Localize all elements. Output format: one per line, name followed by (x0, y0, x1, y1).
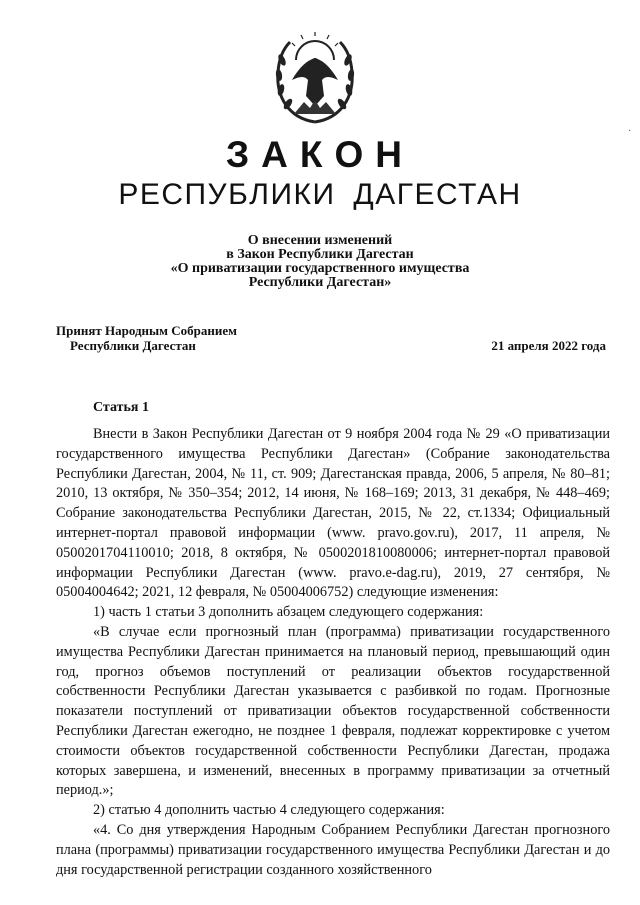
document-title: ЗАКОН (226, 134, 414, 175)
article-body (56, 425, 610, 880)
subject-line: «О приватизации государственного имущества (170, 261, 470, 276)
adoption-line: Принят Народным Собранием (56, 323, 238, 338)
subject-line: в Закон Республики Дагестан (226, 247, 414, 262)
article-paragraph: 1) часть 1 статьи 3 дополнить абзацем следующего содержания: (93, 604, 484, 621)
margin-mark: · (628, 126, 632, 137)
adoption-date: 21 апреля 2022 года (491, 338, 606, 353)
subject-line: О внесении изменений (247, 233, 393, 248)
article-heading: Статья 1 (93, 400, 149, 415)
article-paragraph: «4. Со дня утверждения Народным Собранием Республики Дагестан прогнозного плана (программы) приватизации государственного имущества Республики Дагестан и до дня государственной регистрации созданного хозяйственного (56, 821, 610, 878)
subject-line: Республики Дагестан» (248, 275, 392, 290)
article-paragraph: «В случае если прогнозный план (программа) приватизации государственного имущества Республики Дагестан принимается на плановый период, превышающий один год, прогноз объемов поступлений от реализации объектов государственной собственности Республики Дагестан указывается с разбивкой по годам. Прогнозные показатели поступлений от приватизации объектов государственной собственности Республики Дагестан ежегодно, не позднее 1 февраля, подлежат корректировке с учетом стоимости объектов государственной собственности Республики Дагестан, продажа которых завершена, и изменений, внесенных в программу приватизации за отчетный период.»; (56, 623, 610, 799)
article-paragraph: 2) статью 4 дополнить частью 4 следующего содержания: (93, 802, 445, 819)
article-paragraph: Внести в Закон Республики Дагестан от 9 ноября 2004 года № 29 «О приватизации государственного имущества Республики Дагестан» (Собрание законодательства Республики Дагестан, 2004, № 11, ст. 909; Дагестанская правда, 2006, 5 апреля, № 80–81; 2010, 13 октября, № 350–354; 2012, 14 июня, № 168–169; 2013, 31 декабря, № 448–469; Собрание законодательства Республики Дагестан, 2015, № 22, ст.1334; Официальный интернет-портал правовой информации (www. pravo.gov.ru), 2017, 11 апреля, № 0500201704110010; 2018, 8 октября, № 0500201810080006; интернет-портал правовой информации Республики Дагестан (www. pravo.e-dag.ru), 2019, 27 сентября, № 05004004642; 2021, 12 февраля, № 05004006752) следующие изменения: (56, 426, 610, 601)
law-subject (0, 234, 640, 290)
adoption-note (56, 323, 237, 353)
coat-of-arms-emblem (270, 30, 360, 126)
adoption-line: Республики Дагестан (70, 338, 196, 353)
document-subtitle: РЕСПУБЛИКИ ДАГЕСТАН (118, 178, 522, 211)
